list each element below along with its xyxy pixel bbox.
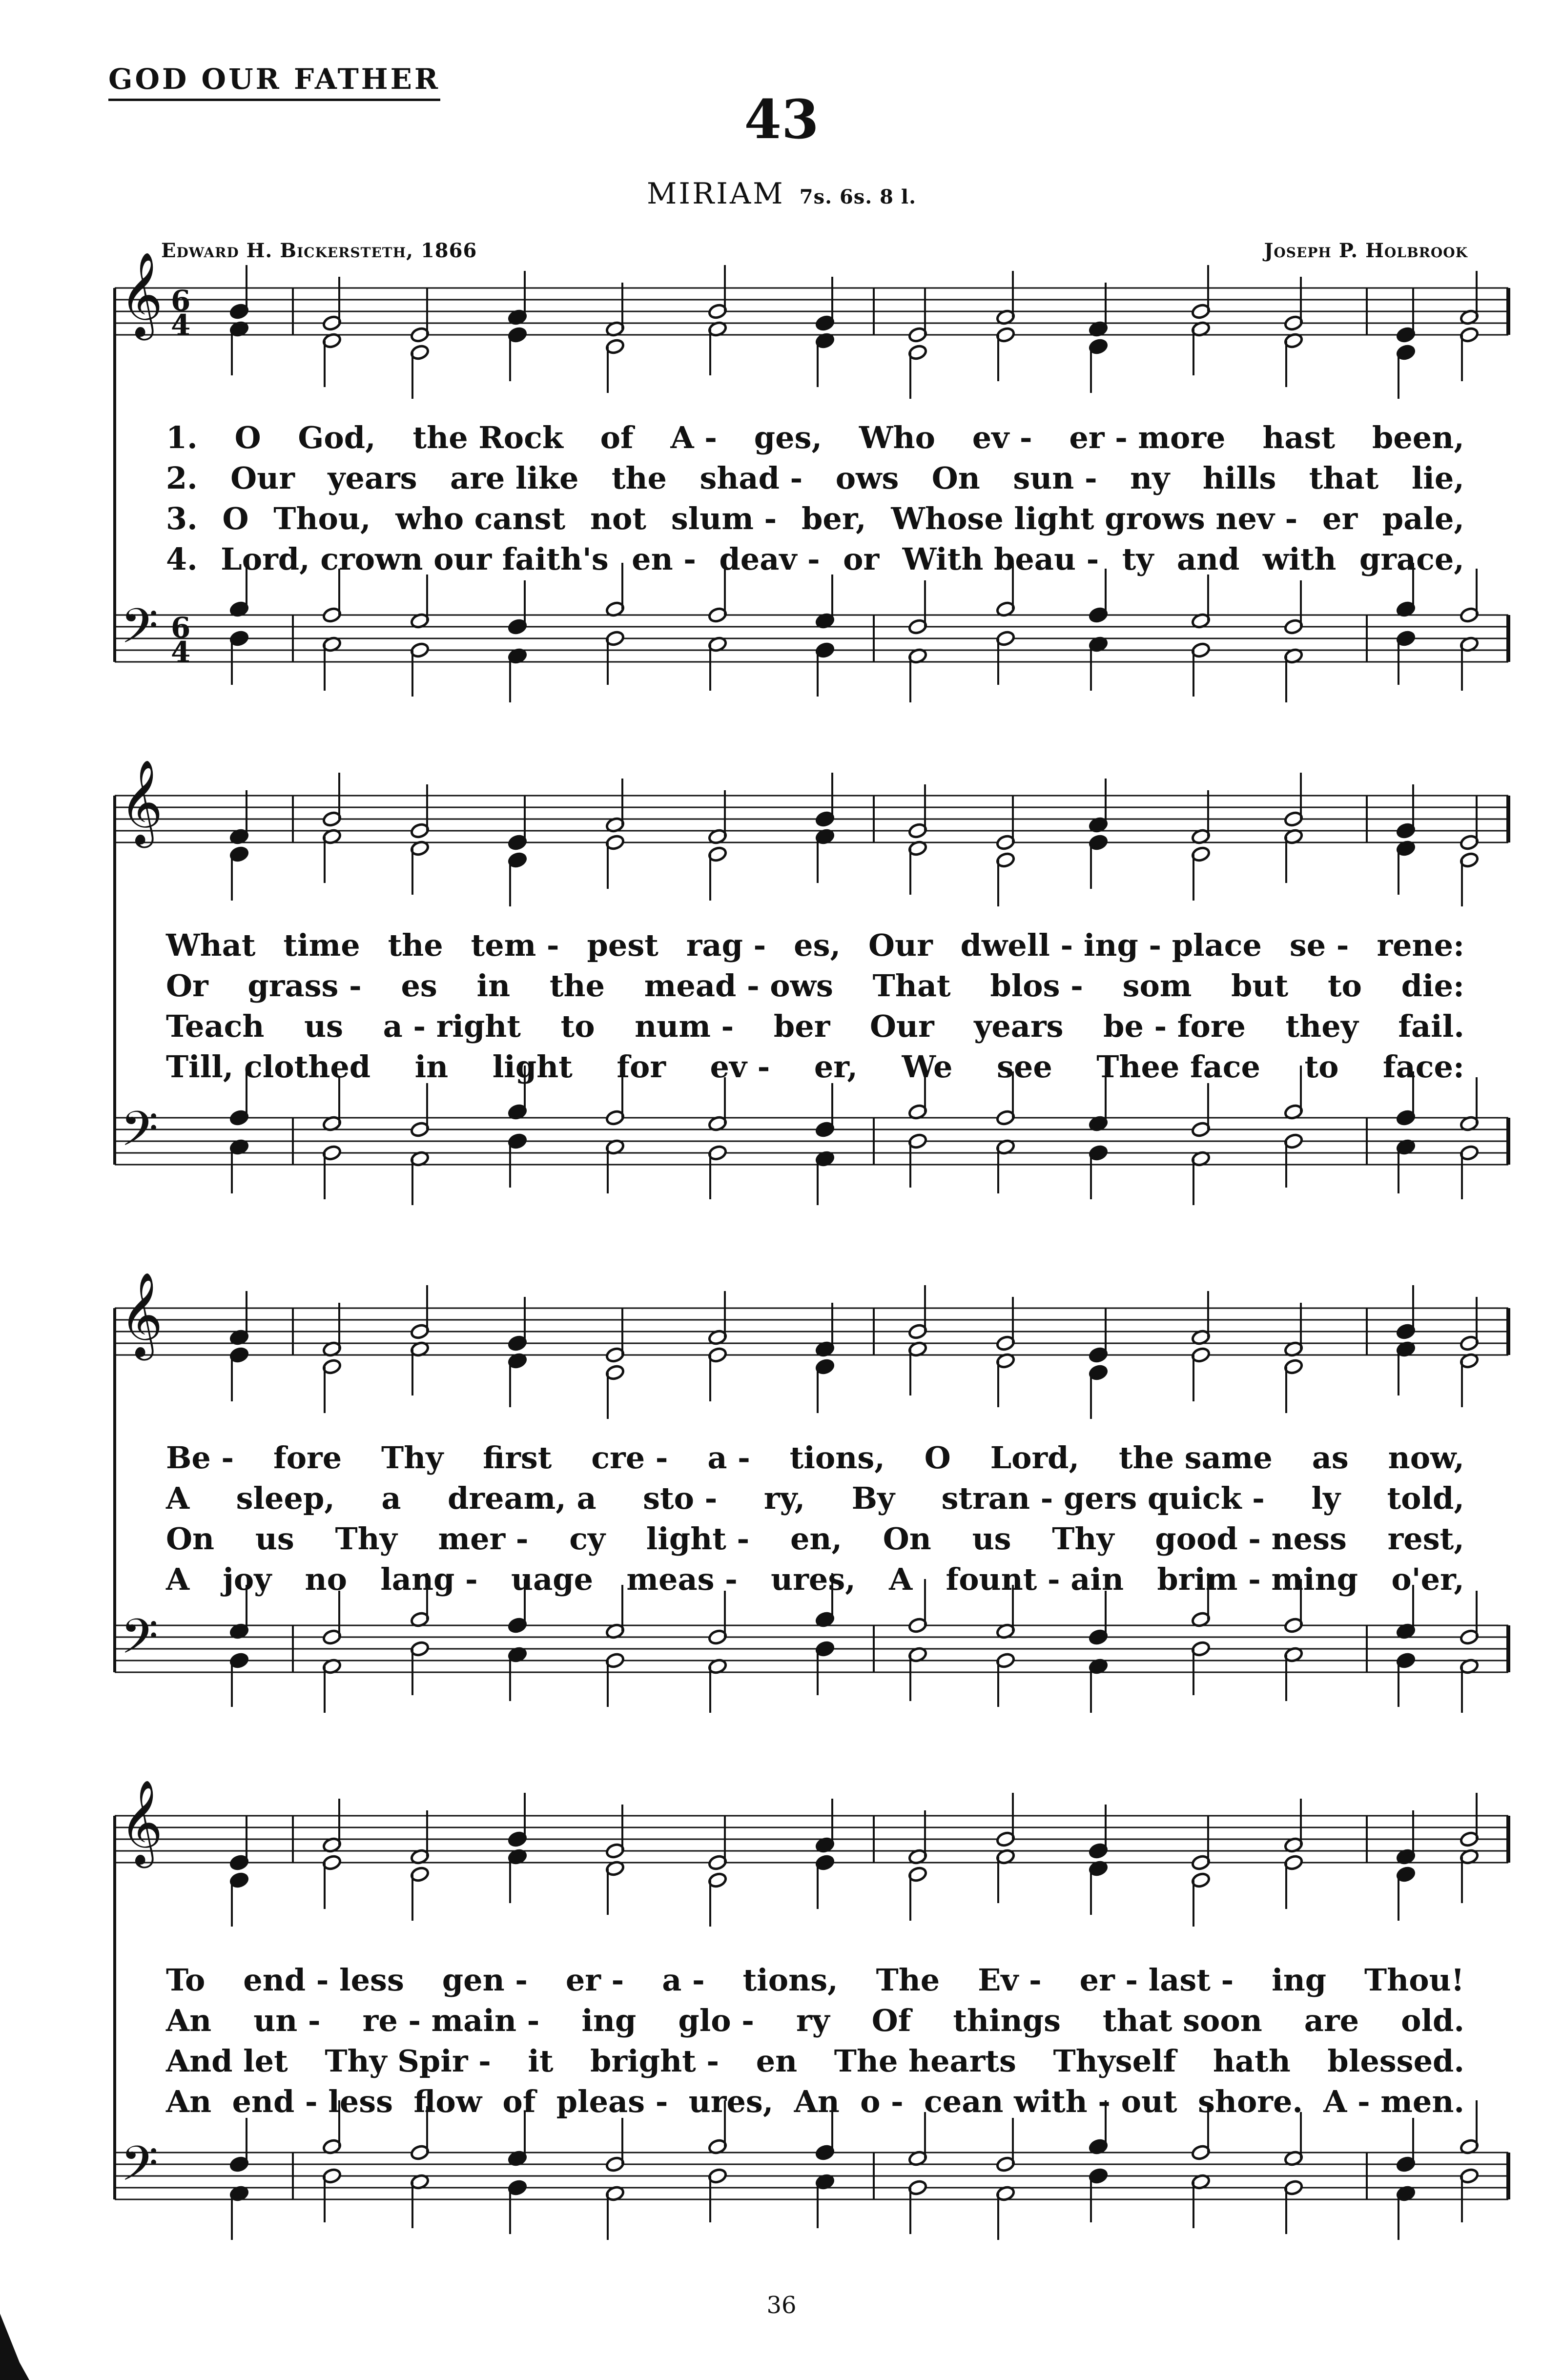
lyric-syllable: Of (871, 2003, 911, 2038)
lyric-syllable: us (255, 1521, 294, 1557)
lyric-syllable: Teach (166, 1008, 265, 1044)
lyric-syllable: se - (1289, 927, 1349, 963)
lyric-syllable: With beau - (902, 541, 1099, 577)
lyric-syllable: ber, (802, 501, 866, 536)
lyric-syllable: time (283, 927, 360, 963)
lyric-syllable: to (560, 1008, 595, 1044)
lyric-syllable: the (549, 968, 605, 1004)
lyric-syllable: And let (166, 2043, 288, 2079)
lyric-syllable: brim - ming (1157, 1561, 1358, 1597)
lyric-line (166, 1480, 1464, 1519)
lyric-syllable: blessed. (1327, 2043, 1464, 2079)
lyric-syllable: in (476, 968, 511, 1004)
lyric-syllable: pest (587, 927, 658, 963)
lyric-syllable: rest, (1387, 1521, 1464, 1557)
lyric-syllable: ny (1130, 460, 1170, 496)
page-edge-mark (0, 2314, 34, 2380)
lyric-syllable: ures, (688, 2084, 774, 2119)
lyric-line (166, 2043, 1464, 2082)
lyric-syllable: see (996, 1049, 1052, 1085)
lyric-syllable: A - (670, 420, 717, 455)
lyric-syllable: years (974, 1008, 1064, 1044)
lyric-syllable: Ev - (978, 1962, 1042, 1998)
lyric-syllable: ing (581, 2003, 637, 2038)
lyric-syllable: A (889, 1561, 913, 1597)
lyric-syllable: Thy Spir - (325, 2043, 491, 2079)
lyric-syllable: bright - (590, 2043, 720, 2079)
lyric-syllable: who canst (395, 501, 566, 536)
lyric-syllable: o'er, (1391, 1561, 1464, 1597)
lyric-syllable: the Rock (412, 420, 563, 455)
lyric-syllable: pale, (1382, 501, 1464, 536)
lyric-syllable: en, (790, 1521, 843, 1557)
lyric-syllable: That (872, 968, 951, 1004)
lyric-syllable: flow (413, 2084, 482, 2119)
lyric-syllable: rag - (686, 927, 766, 963)
lyric-syllable: The hearts (834, 2043, 1016, 2079)
lyric-syllable: in (414, 1049, 449, 1085)
lyric-syllable: tions, (742, 1962, 838, 1998)
section-heading: GOD OUR FATHER (108, 62, 440, 101)
lyric-line (166, 541, 1464, 580)
lyric-syllable: Our (230, 460, 295, 496)
lyric-syllable: cy (569, 1521, 606, 1557)
lyric-syllable: be - fore (1103, 1008, 1246, 1044)
lyric-line (166, 2003, 1464, 2042)
lyric-syllable: Our (868, 927, 933, 963)
lyric-syllable: Thyself (1053, 2043, 1176, 2079)
hymn-number: 43 (744, 88, 819, 151)
lyric-syllable: O (222, 501, 249, 536)
lyric-syllable: Our (869, 1008, 934, 1044)
lyric-syllable: What (166, 927, 256, 963)
lyric-syllable: told, (1387, 1480, 1464, 1516)
treble-clef-icon: 𝄞 (120, 1272, 163, 1357)
lyric-syllable: On (166, 1521, 215, 1557)
lyric-syllable: un - (253, 2003, 321, 2038)
lyric-syllable: som (1122, 968, 1192, 1004)
tune-name: MIRIAM (646, 177, 785, 211)
lyric-syllable: fore (273, 1440, 342, 1476)
lyric-syllable: num - (635, 1008, 734, 1044)
lyric-syllable: of (502, 2084, 536, 2119)
lyric-syllable: the (611, 460, 667, 496)
lyric-syllable: Thou! (1364, 1962, 1464, 1998)
lyric-syllable: en (756, 2043, 798, 2079)
lyric-syllable: ry (796, 2003, 830, 2038)
lyric-syllable: not (590, 501, 647, 536)
lyric-syllable: mead - ows (644, 968, 833, 1004)
lyric-syllable: years (328, 460, 417, 496)
lyric-syllable: glo - (678, 2003, 754, 2038)
lyric-syllable: A (166, 1480, 190, 1516)
lyric-syllable: By (851, 1480, 895, 1516)
lyric-syllable: end - less (232, 2084, 393, 2119)
lyric-syllable: es (401, 968, 437, 1004)
lyric-syllable: deav - (719, 541, 820, 577)
lyric-syllable: Thou, (273, 501, 371, 536)
lyric-syllable: dream, a (448, 1480, 596, 1516)
lyric-syllable: a (381, 1480, 401, 1516)
lyric-syllable: die: (1401, 968, 1464, 1004)
lyric-syllable: are (1304, 2003, 1359, 2038)
lyric-syllable: O (234, 420, 261, 455)
lyric-syllable: Thee face (1096, 1049, 1260, 1085)
time-signature-bottom: 4 (171, 636, 191, 669)
lyric-syllable: Or (166, 968, 208, 1004)
lyric-syllable: shad - (699, 460, 803, 496)
lyric-syllable: are like (450, 460, 579, 496)
lyric-syllable: ber (773, 1008, 830, 1044)
lyric-syllable: joy (223, 1561, 272, 1597)
lyric-syllable: 4. (166, 541, 198, 577)
lyric-syllable: er - last - (1079, 1962, 1234, 1998)
lyric-syllable: lang - (380, 1561, 478, 1597)
lyric-syllable: to (1304, 1049, 1339, 1085)
lyric-syllable: a - (662, 1962, 705, 1998)
treble-clef-icon: 𝄞 (120, 759, 163, 844)
lyric-syllable: A - men. (1323, 2084, 1464, 2119)
lyric-syllable: slum - (671, 501, 777, 536)
lyric-syllable: hast (1262, 420, 1336, 455)
lyric-line (166, 501, 1464, 540)
lyric-syllable: ty (1122, 541, 1154, 577)
lyric-syllable: An (794, 2084, 840, 2119)
lyric-syllable: light (492, 1049, 573, 1085)
bass-clef-icon: 𝄢 (121, 598, 159, 666)
lyric-syllable: er - more (1069, 420, 1226, 455)
lyric-syllable: of (600, 420, 634, 455)
bass-clef-icon: 𝄢 (121, 2136, 159, 2204)
lyric-syllable: ges, (754, 420, 823, 455)
lyric-syllable: Lord, (990, 1440, 1080, 1476)
lyric-syllable: ures, (771, 1561, 856, 1597)
time-signature-bottom: 4 (171, 308, 191, 342)
lyric-syllable: To (166, 1962, 206, 1998)
lyric-line (166, 420, 1464, 459)
lyric-syllable: 3. (166, 501, 198, 536)
lyric-syllable: ev - (972, 420, 1032, 455)
lyric-syllable: that (1309, 460, 1379, 496)
lyric-syllable: re - main - (362, 2003, 540, 2038)
lyric-syllable: fail. (1398, 1008, 1464, 1044)
lyric-syllable: cean with - out (924, 2084, 1177, 2119)
lyric-syllable: or (843, 541, 880, 577)
lyric-syllable: fount - ain (946, 1561, 1124, 1597)
lyric-syllable: no (305, 1561, 347, 1597)
lyric-syllable: The (876, 1962, 940, 1998)
lyric-syllable: and (1176, 541, 1240, 577)
lyric-line (166, 1008, 1464, 1047)
lyric-syllable: sun - (1013, 460, 1097, 496)
lyric-syllable: a - (707, 1440, 750, 1476)
lyric-syllable: 2. (166, 460, 198, 496)
treble-clef-icon: 𝄞 (120, 252, 163, 337)
lyric-syllable: sleep, (236, 1480, 335, 1516)
lyric-syllable: first (483, 1440, 552, 1476)
lyric-syllable: pleas - (556, 2084, 668, 2119)
lyric-syllable: meas - (626, 1561, 738, 1597)
lyric-syllable: us (972, 1521, 1011, 1557)
lyric-syllable: ows (835, 460, 899, 496)
lyric-syllable: Be - (166, 1440, 234, 1476)
lyric-syllable: O (924, 1440, 951, 1476)
lyric-line (166, 968, 1464, 1007)
lyric-syllable: for (617, 1049, 666, 1085)
lyric-syllable: dwell - ing - place (960, 927, 1262, 963)
lyric-syllable: good - ness (1155, 1521, 1347, 1557)
lyric-syllable: light - (646, 1521, 750, 1557)
lyric-line (166, 1521, 1464, 1560)
lyric-syllable: ly (1311, 1480, 1340, 1516)
lyric-syllable: On (883, 1521, 931, 1557)
lyric-syllable: a - right (383, 1008, 521, 1044)
lyric-syllable: cre - (591, 1440, 668, 1476)
time-signature-top: 6 (171, 284, 191, 317)
bass-clef-icon: 𝄢 (121, 1101, 159, 1169)
lyric-syllable: been, (1372, 420, 1464, 455)
lyric-syllable: grass - (247, 968, 362, 1004)
lyric-syllable: Till, clothed (166, 1049, 371, 1085)
lyric-syllable: o - (860, 2084, 904, 2119)
lyric-syllable: face: (1382, 1049, 1464, 1085)
lyric-syllable: they (1285, 1008, 1358, 1044)
lyric-syllable: On (931, 460, 980, 496)
lyric-syllable: er - (565, 1962, 624, 1998)
lyric-syllable: 1. (166, 420, 198, 455)
composer-credit: Joseph P. Holbrook (1264, 239, 1468, 262)
lyric-syllable: lie, (1411, 460, 1464, 496)
lyric-syllable: Lord, crown our faith's (221, 541, 609, 577)
lyric-syllable: es, (794, 927, 841, 963)
treble-clef-icon: 𝄞 (120, 1780, 163, 1865)
lyric-syllable: er (1322, 501, 1358, 536)
bass-clef-icon: 𝄢 (121, 1609, 159, 1677)
lyric-syllable: hath (1213, 2043, 1291, 2079)
lyric-syllable: en - (632, 541, 697, 577)
lyric-syllable: tions, (789, 1440, 885, 1476)
lyric-line (166, 1440, 1464, 1479)
lyric-syllable: us (304, 1008, 344, 1044)
lyric-line (166, 1962, 1464, 2001)
lyric-syllable: with (1262, 541, 1337, 577)
lyric-syllable: now, (1388, 1440, 1464, 1476)
lyric-syllable: Thy (381, 1440, 444, 1476)
lyric-syllable: the same (1118, 1440, 1273, 1476)
lyric-syllable: it (528, 2043, 554, 2079)
lyric-line (166, 1049, 1464, 1088)
lyric-syllable: ev - (710, 1049, 770, 1085)
lyric-syllable: that soon (1102, 2003, 1262, 2038)
lyric-syllable: things (953, 2003, 1061, 2038)
lyric-syllable: An (166, 2084, 212, 2119)
lyric-line (166, 2084, 1464, 2123)
lyric-syllable: stran - gers quick - (941, 1480, 1265, 1516)
lyric-syllable: Thy (1052, 1521, 1114, 1557)
lyric-syllable: hills (1202, 460, 1276, 496)
lyric-syllable: An (166, 2003, 212, 2038)
lyric-syllable: A (166, 1561, 190, 1597)
lyric-syllable: as (1312, 1440, 1349, 1476)
lyric-syllable: grace, (1359, 541, 1464, 577)
meter: 7s. 6s. 8 l. (799, 185, 917, 208)
lyric-syllable: the (388, 927, 443, 963)
lyric-syllable: gen - (442, 1962, 528, 1998)
lyric-syllable: end - less (243, 1962, 404, 1998)
author-credit: Edward H. Bickersteth, 1866 (161, 239, 477, 262)
lyric-syllable: old. (1401, 2003, 1464, 2038)
lyric-syllable: uage (511, 1561, 594, 1597)
lyric-syllable: to (1327, 968, 1362, 1004)
lyric-syllable: We (902, 1049, 953, 1085)
time-signature-top: 6 (171, 611, 191, 644)
page-number: 36 (766, 2292, 797, 2319)
lyric-syllable: rene: (1377, 927, 1464, 963)
lyric-line (166, 1561, 1464, 1600)
lyric-syllable: mer - (438, 1521, 529, 1557)
lyric-syllable: ing (1272, 1962, 1327, 1998)
lyric-syllable: Thy (335, 1521, 397, 1557)
lyric-syllable: er, (814, 1049, 858, 1085)
lyric-syllable: ry, (763, 1480, 805, 1516)
lyric-syllable: God, (298, 420, 376, 455)
lyric-syllable: Whose light grows nev - (891, 501, 1298, 536)
lyric-syllable: blos - (990, 968, 1083, 1004)
lyric-syllable: tem - (471, 927, 559, 963)
lyric-line (166, 927, 1464, 966)
lyric-syllable: shore. (1197, 2084, 1303, 2119)
lyric-syllable: sto - (643, 1480, 718, 1516)
lyric-line (166, 460, 1464, 499)
lyric-syllable: Who (859, 420, 935, 455)
lyric-syllable: but (1231, 968, 1289, 1004)
